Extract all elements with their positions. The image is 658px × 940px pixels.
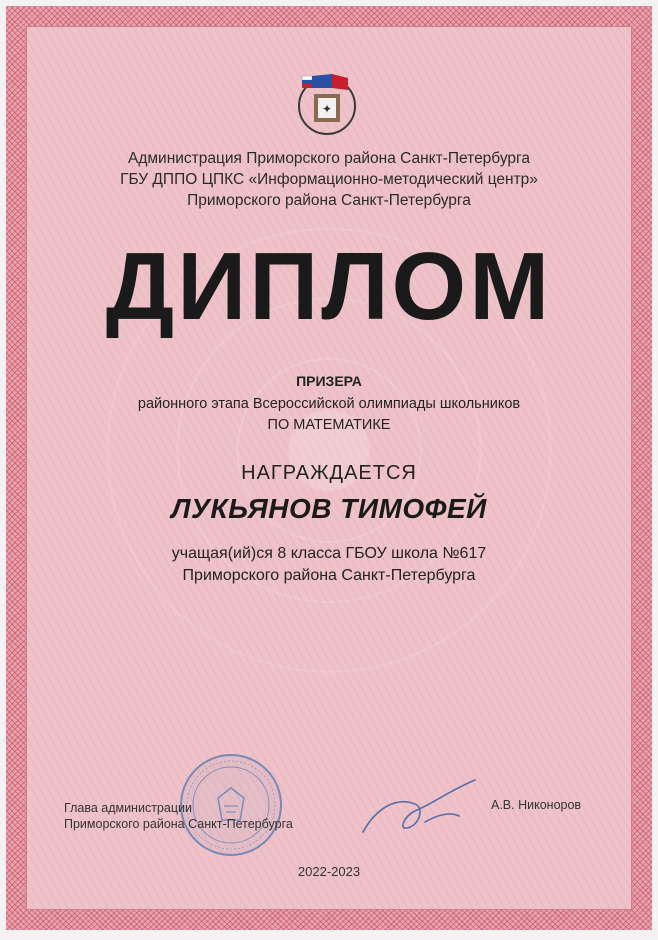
- award-category: ПРИЗЕРА: [296, 373, 362, 389]
- signatory-position-line-2: Приморского района Санкт-Петербурга: [64, 817, 293, 831]
- event-line-1: районного этапа Всероссийской олимпиады школьников: [137, 396, 521, 412]
- awarded-label: НАГРАЖДАЕТСЯ: [241, 462, 417, 484]
- recipient-details: [0, 543, 658, 587]
- issuer-line-2: ГБУ ДППО ЦПКС «Информационно-методический центр»: [120, 171, 538, 188]
- academic-year: 2022-2023: [297, 864, 361, 879]
- olympiad-logo-icon: [292, 68, 362, 138]
- recipient-line-1: учащая(ий)ся 8 класса ГБОУ школа №617: [171, 545, 487, 562]
- issuer-line-1: Администрация Приморского района Санкт-Петербурга: [128, 150, 530, 167]
- recipient-name: ЛУКЬЯНОВ ТИМОФЕЙ: [171, 493, 487, 524]
- award-event: [0, 394, 658, 436]
- signatory-position: [64, 800, 293, 832]
- issuer-block: [0, 148, 658, 211]
- signatory-name: А.В. Никоноров: [491, 798, 582, 812]
- recipient-line-2: Приморского района Санкт-Петербурга: [182, 567, 476, 584]
- document-title: ДИПЛОМ: [105, 233, 553, 340]
- issuer-line-3: Приморского района Санкт-Петербурга: [187, 192, 471, 209]
- handwritten-signature: [355, 770, 490, 840]
- svg-text:✦: ✦: [321, 102, 333, 116]
- signatory-position-line-1: Глава администрации: [64, 801, 192, 815]
- event-line-2: ПО МАТЕМАТИКЕ: [267, 417, 391, 433]
